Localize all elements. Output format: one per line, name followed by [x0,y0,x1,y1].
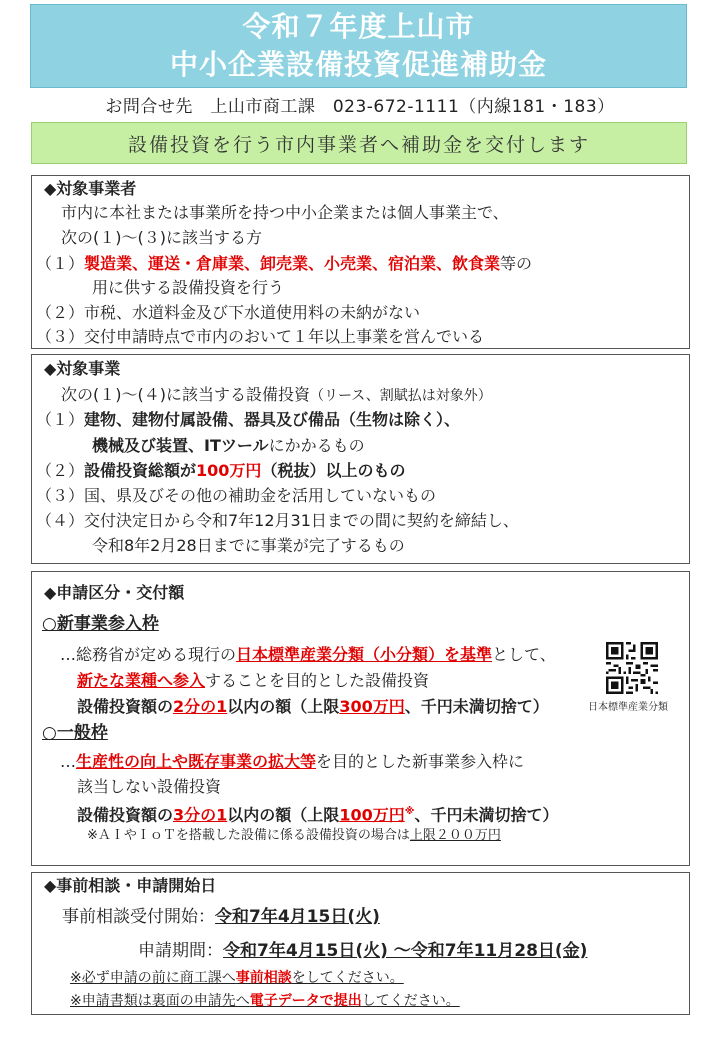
section-target-projects [31,354,690,564]
list-item: （４）交付決定日から令和7年12月31日までの間に契約を締結し、 [36,511,519,530]
schedule-note: ※申請書類は裏面の申請先へ電子データで提出してください。 [70,993,460,1009]
title-banner [30,4,687,88]
schedule-note: ※必ず申請の前に商工課へ事前相談をしてください。 [70,970,404,986]
intro-line: 次の(１)～(３)に該当する方 [61,228,262,247]
section-heading: ◆事前相談・申請開始日 [44,876,217,895]
industry-list: 製造業、運送・倉庫業、卸売業、小売業、宿泊業、飲食業 [84,254,501,273]
intro-line: 次の(１)～(４)に該当する設備投資（リース、割賦払は対象外） [61,385,492,404]
list-item: （２）設備投資総額が100万円（税抜）以上のもの [36,461,406,480]
qr-code-icon[interactable] [606,642,658,694]
title-line-1: 令和７年度上山市 [242,10,475,43]
list-item: （３）国、県及びその他の補助金を活用していないもの [36,486,437,505]
category-text: 該当しない設備投資 [77,777,222,796]
title-line-2: 中小企業設備投資促進補助金 [169,48,547,81]
section-heading: ◆申請区分・交付額 [44,583,185,602]
section-application [31,571,690,866]
subsidy-amount: 設備投資額の3分の1以内の額（上限100万円※、千円未満切捨て） [77,805,559,825]
contact-info: お問合せ先 上山市商工課 023-672-1111（内線181・183） [105,97,615,117]
category-text: …生産性の向上や既存事業の拡大等を目的とした新事業参入枠に [60,752,525,771]
qr-caption: 日本標準産業分類 [588,702,668,713]
list-item: （３）交付申請時点で市内のおいて１年以上事業を営んでいる [36,327,485,346]
subsidy-banner: 設備投資を行う市内事業者へ補助金を交付します [31,122,687,164]
section-schedule [31,872,690,1015]
section-heading: ◆対象事業者 [44,179,137,198]
ai-iot-note: ※ＡＩやＩｏＴを搭載した設備に係る設備投資の場合は上限２００万円 [87,828,501,843]
category-general: ○一般枠 [42,723,108,743]
list-item-continued: 機械及び装置、ITツールにかかるもの [92,436,365,455]
list-item-continued: 令和8年2月28日までに事業が完了するもの [92,536,405,555]
consult-start: 事前相談受付開始：令和7年4月15日(火) [62,907,380,927]
subsidy-amount: 設備投資額の2分の1以内の額（上限300万円、千円未満切捨て） [77,697,549,716]
category-text: 新たな業種へ参入することを目的とした設備投資 [77,671,430,690]
section-target-businesses [31,175,690,349]
intro-line: 市内に本社または事業所を持つ中小企業または個人事業主で、 [61,203,509,222]
list-item: （１）製造業、運送・倉庫業、卸売業、小売業、宿泊業、飲食業等の [36,254,533,273]
category-new-business: ○新事業参入枠 [42,614,159,634]
category-text: …総務省が定める現行の日本標準産業分類（小分類）を基準として、 [60,645,556,664]
list-item: （１）建物、建物付属設備、器具及び備品（生物は除く）、 [36,410,461,429]
application-period: 申請期間：令和7年4月15日(火) ～令和7年11月28日(金) [138,941,588,961]
list-item-continued: 用に供する設備投資を行う [92,278,285,297]
list-item: （２）市税、水道料金及び下水道使用料の未納がない [36,303,421,322]
section-heading: ◆対象事業 [44,359,121,378]
